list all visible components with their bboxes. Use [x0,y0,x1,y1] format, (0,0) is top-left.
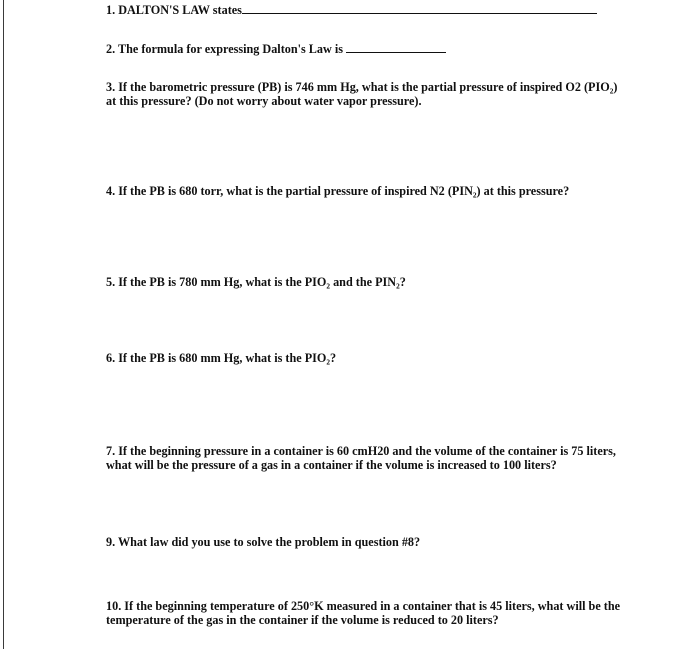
answer-blank-2[interactable] [346,42,446,53]
question-4 [106,184,569,198]
question-10-line-1: 10. If the beginning temperature of 250°K measured in a container that is 45 liters, what will be the [106,599,621,613]
question-5 [106,275,406,289]
question-10-line-2: temperature of the gas in the container if the volume is reduced to 20 liters? [106,613,499,627]
question-7-line-1: 7. If the beginning pressure in a container is 60 cmH20 and the volume of the container is 75 liters, [106,444,616,458]
question-6 [106,351,336,365]
question-2 [106,42,446,56]
page-left-edge [3,0,4,649]
question-9 [106,535,420,549]
question-1-text: 1. DALTON'S LAW states [106,3,242,17]
question-3 [106,80,617,108]
question-7-line-2: what will be the pressure of a gas in a container if the volume is increased to 100 liters? [106,458,557,472]
question-3-line-1: 3. If the barometric pressure (PB) is 746 mm Hg, what is the partial pressure of inspired O2 (PIO₂) [106,80,618,94]
question-7 [106,444,616,472]
question-3-line-2: at this pressure? (Do not worry about water vapor pressure). [106,94,422,108]
question-4-text: 4. If the PB is 680 torr, what is the partial pressure of inspired N2 (PIN₂) at this pressure? [106,184,570,198]
answer-blank-1[interactable] [242,3,597,14]
question-9-text: 9. What law did you use to solve the problem in question #8? [106,535,421,549]
question-1 [106,3,597,17]
question-5-text: 5. If the PB is 780 mm Hg, what is the PIO₂ and the PIN₂? [106,275,406,289]
question-6-text: 6. If the PB is 680 mm Hg, what is the PIO₂? [106,351,337,365]
question-2-text: 2. The formula for expressing Dalton's Law is [106,42,343,56]
question-10 [106,599,620,627]
